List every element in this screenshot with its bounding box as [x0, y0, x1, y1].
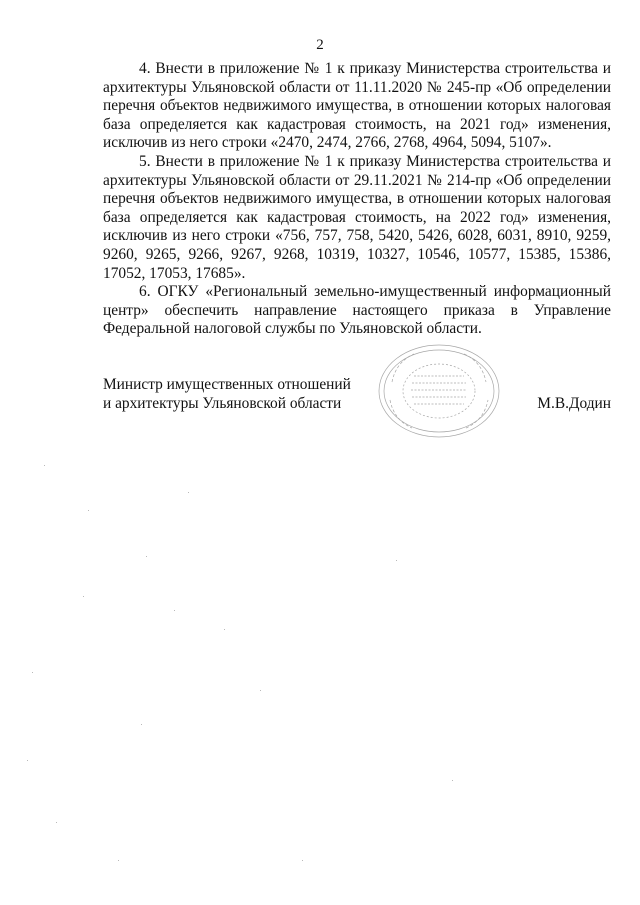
page-number: 2	[316, 37, 324, 53]
signature-block	[103, 376, 611, 436]
signatory-title-line-1: Министр имущественных отношений	[103, 376, 351, 393]
paragraph-item-5: 5. Внести в приложение № 1 к приказу Министерства строительства и архитектуры Ульяновской области от 29.11.2021 № 214-пр «Об определении перечня объектов недвижимого имущества, в отношении которых налоговая база определяется как кадастровая стоимость, на 2022 год» изменения, исключив из него строки «756, 757, 758, 5420, 5426, 6028, 6031, 8910, 9259, 9260, 9265, 9266, 9267, 9268, 10319, 10327, 10546, 10577, 15385, 15386, 17052, 17053, 17685».	[103, 152, 611, 282]
signatory-name: М.В.Додин	[537, 394, 611, 412]
signatory-title	[103, 376, 351, 413]
signatory-title-line-2: и архитектуры Ульяновской области	[103, 394, 342, 412]
paragraph-item-4: 4. Внести в приложение № 1 к приказу Министерства строительства и архитектуры Ульяновской области от 11.11.2020 № 245-пр «Об определении перечня объектов недвижимого имущества, в отношении которых налоговая база определяется как кадастровая стоимость, на 2021 год» изменения, исключив из него строки «2470, 2474, 2766, 2768, 4964, 5094, 5107».	[103, 60, 611, 152]
paragraph-item-6: 6. ОГКУ «Региональный земельно-имущественный информационный центр» обеспечить направление настоящего приказа в Управление Федеральной налоговой службы по Ульяновской области.	[103, 283, 611, 338]
document-body	[103, 60, 611, 339]
